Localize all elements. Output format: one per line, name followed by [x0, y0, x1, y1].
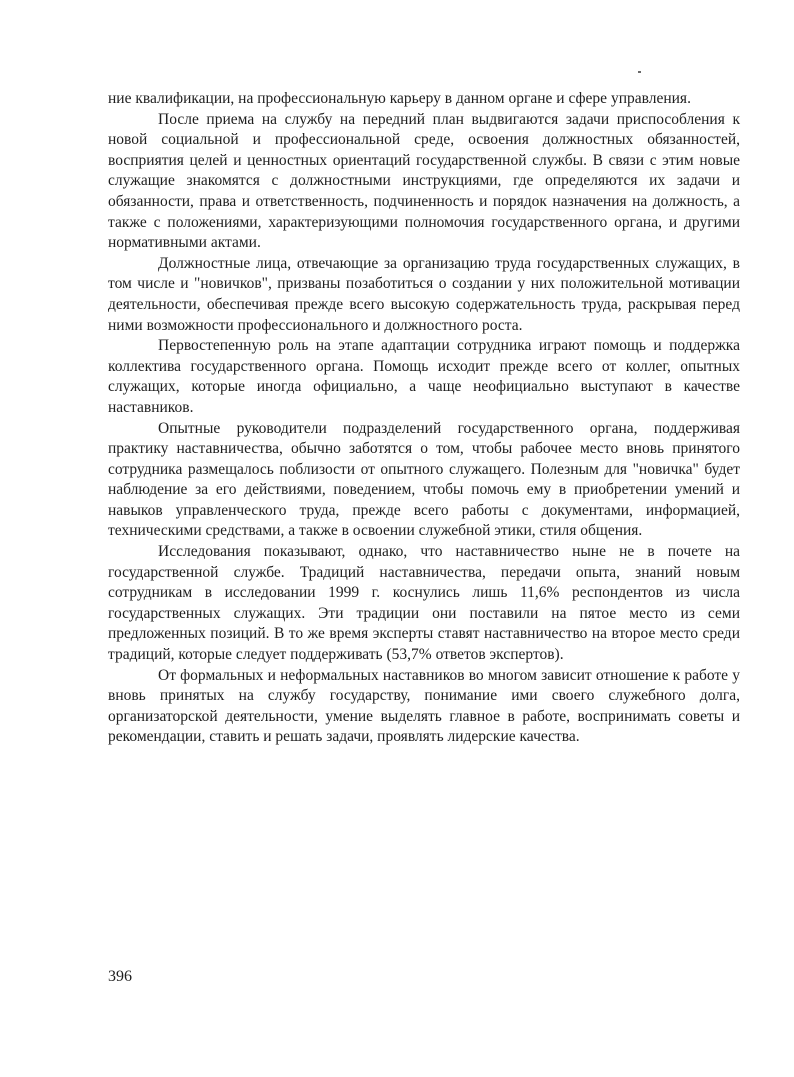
paragraph-officials-motivation: Должностные лица, отвечающие за организацию труда государственных служащих, в том числе и "новичков", призваны позаботиться о создании у них положительной мотивации деятельности, обеспечивая прежде всего высокую содержательность труда, раскрывая перед ними возможности профессионального и должностного роста.: [108, 254, 740, 334]
paragraph-collective-support: Первостепенную роль на этапе адаптации сотрудника играют помощь и поддержка коллектива государственного органа. Помощь исходит прежде всего от коллег, опытных служащих, которые иногда официально, а чаще неофициально выступают в качестве наставников.: [108, 337, 740, 416]
scan-artifact: [638, 71, 641, 73]
paragraph-continuation: ние квалификации, на профессиональную карьеру в данном органе и сфере управления.: [108, 90, 691, 107]
body-text: [108, 89, 740, 748]
paragraph-mentoring-practice: Опытные руководители подразделений государственного органа, поддерживая практику наставничества, обычно заботятся о том, чтобы рабочее место вновь принятого сотрудника размещалось поблизости от опытного служащего. Полезным для "новичка" будет наблюдение за его действиями, поведением, чтобы помочь ему в приобретении умений и навыков управленческого труда, прежде всего работы с документами, информацией, техническими средствами, а также в освоении служебной этики, стиля общения.: [108, 419, 740, 540]
paragraph-research-findings: Исследования показывают, однако, что наставничество ныне не в почете на государственной службе. Традиций наставничества, передачи опыта, знаний новым сотрудникам в исследовании 1999 г. коснулись лишь 11,6% респондентов из числа государственных служащих. Эти традиции они поставили на пятое место из семи предложенных позиций. В то же время эксперты ставят наставничество на второе место среди традиций, которые следует поддерживать (53,7% ответов экспертов).: [108, 543, 740, 664]
paragraph-mentors-influence: От формальных и неформальных наставников во многом зависит отношение к работе у вновь принятых на службу государству, понимание ими своего служебного долга, организаторской деятельности, умение выделять главное в работе, воспринимать советы и рекомендации, ставить и решать задачи, проявлять лидерские качества.: [108, 666, 740, 746]
paragraph-adaptation-tasks: После приема на службу на передний план выдвигаются задачи приспособления к новой социальной и профессиональной среде, освоения должностных обязанностей, восприятия целей и ценностных ориентаций государственной службы. В связи с этим новые служащие знакомятся с должностными инструкциями, где определяются их задачи и обязанности, права и ответственность, подчиненность и порядок назначения на должность, а также с положениями, характеризующими полномочия государственного органа, и другими нормативными актами.: [108, 110, 740, 252]
page-number: 396: [108, 968, 132, 985]
